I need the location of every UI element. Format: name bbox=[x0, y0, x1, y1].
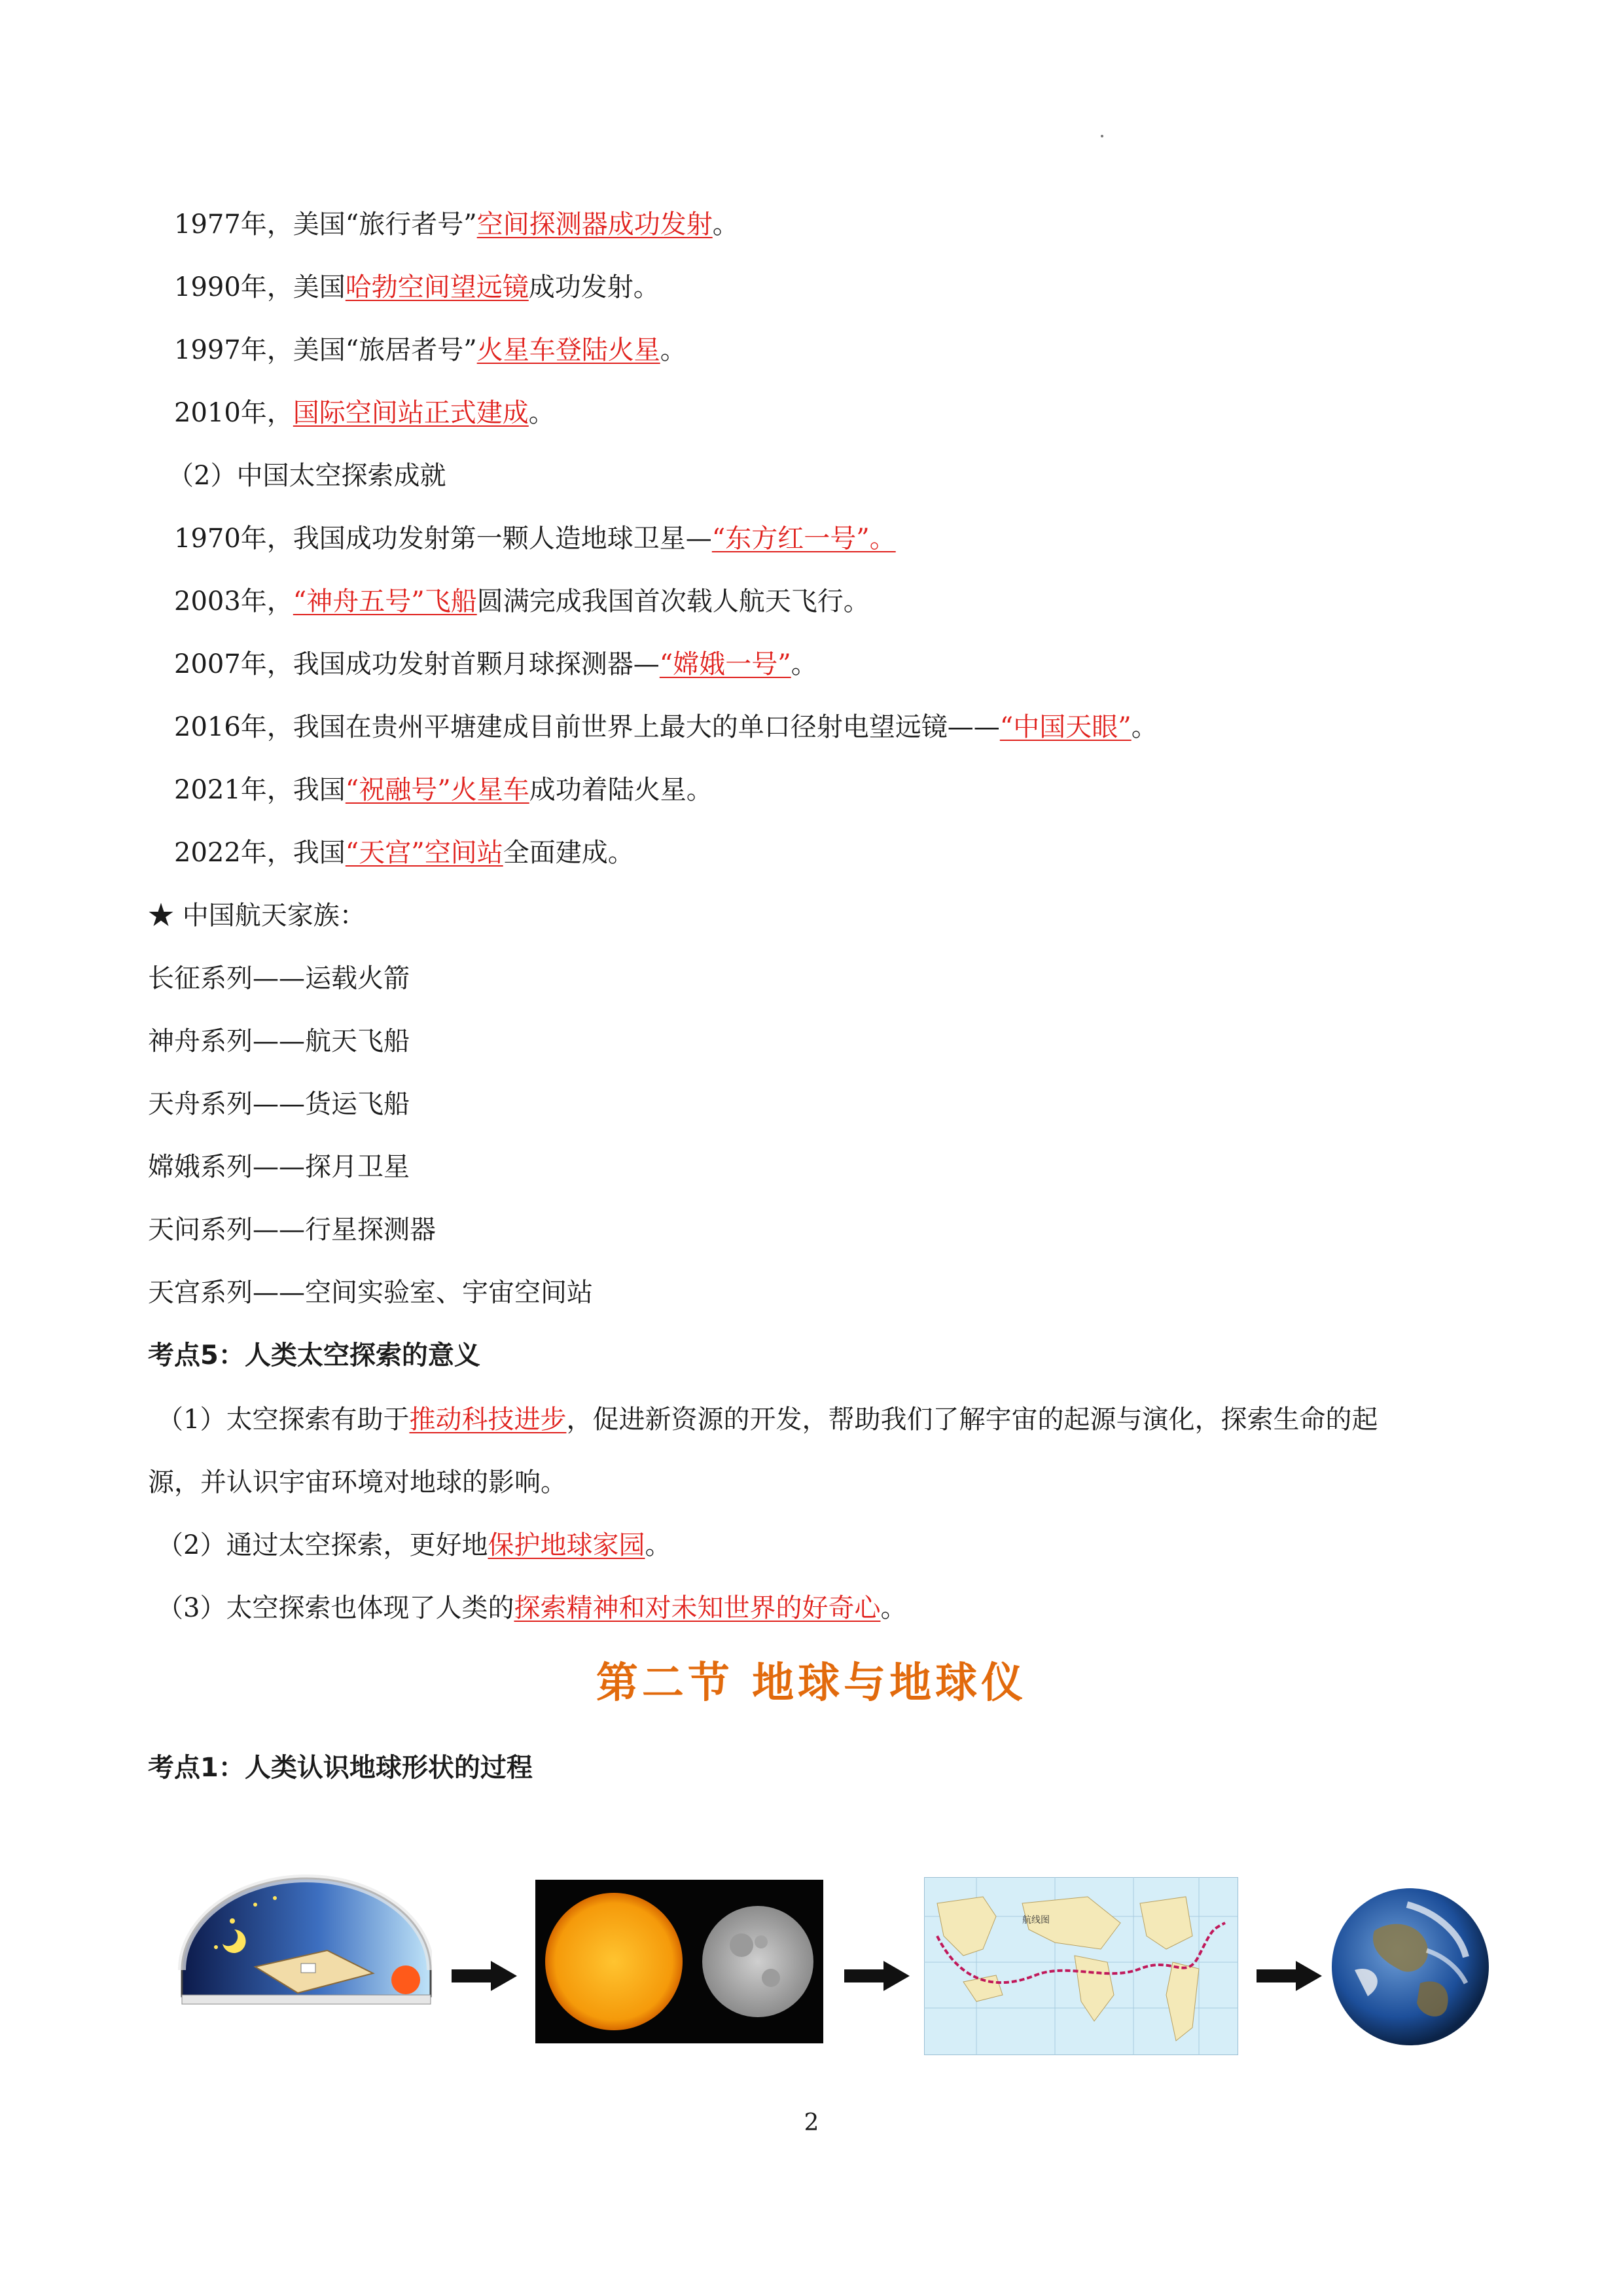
line-text: 2003年， bbox=[174, 586, 293, 617]
line-text: 2016年，我国在贵州平塘建成目前世界上最大的单口径射电望远镜—— bbox=[174, 712, 1000, 742]
china-2022 bbox=[174, 836, 634, 869]
line-text: 1990年，美国 bbox=[174, 272, 346, 302]
arrow-right-icon bbox=[844, 1961, 910, 1991]
family-heading: ★ 中国航天家族： bbox=[148, 901, 366, 931]
corner-dot bbox=[1101, 135, 1103, 137]
sun-moon-image bbox=[535, 1880, 823, 2043]
line-text: 1970年，我国成功发射第一颗人造地球卫星— bbox=[174, 524, 712, 554]
achievement-1977 bbox=[174, 208, 739, 241]
line-text: 。 bbox=[712, 209, 739, 240]
highlight-text: “神舟五号”飞船 bbox=[293, 586, 477, 617]
china-2007 bbox=[174, 648, 817, 681]
map-label: 航线图 bbox=[1022, 1915, 1050, 1926]
family-item: 长征系列——运载火箭 bbox=[148, 963, 410, 994]
voyage-map-image bbox=[924, 1877, 1238, 2055]
achievement-1990 bbox=[174, 271, 660, 304]
line-text: 全面建成。 bbox=[503, 838, 634, 868]
line-text: （1）太空探索有助于 bbox=[157, 1405, 410, 1435]
family-item: 嫦娥系列——探月卫星 bbox=[148, 1152, 410, 1182]
earth-globe-image bbox=[1329, 1885, 1492, 2049]
line-text: （3）太空探索也体现了人类的 bbox=[157, 1593, 514, 1623]
highlight-text: “中国天眼” bbox=[999, 712, 1132, 742]
highlight-text: “东方红一号”。 bbox=[711, 524, 896, 554]
arrow-right-icon bbox=[452, 1961, 517, 1991]
family-item: 天问系列——行星探测器 bbox=[148, 1215, 436, 1245]
line-text: 。 bbox=[528, 398, 555, 428]
china-2016 bbox=[174, 711, 1158, 744]
line-text: 成功着陆火星。 bbox=[529, 775, 713, 805]
kaodian-1-heading: 考点1：人类认识地球形状的过程 bbox=[148, 1753, 533, 1783]
dome-sky-image bbox=[177, 1872, 432, 2022]
line-text: 圆满完成我国首次载人航天飞行。 bbox=[476, 586, 870, 617]
line-text: 2007年，我国成功发射首颗月球探测器— bbox=[174, 649, 660, 679]
highlight-text: “天宫”空间站 bbox=[345, 838, 503, 868]
china-2003 bbox=[174, 585, 870, 618]
highlight-text: 推动科技进步 bbox=[409, 1405, 567, 1435]
meaning-1 bbox=[157, 1403, 1378, 1436]
page-number: 2 bbox=[804, 2109, 819, 2136]
line-text: 1977年，美国“旅行者号” bbox=[174, 209, 477, 240]
achievement-1997 bbox=[174, 334, 687, 367]
line-text: 。 bbox=[660, 335, 687, 365]
section-title: 第二节 地球与地球仪 bbox=[596, 1659, 1027, 1708]
china-1970 bbox=[174, 522, 896, 555]
line-text: 2010年， bbox=[174, 398, 293, 428]
family-item: 天舟系列——货运飞船 bbox=[148, 1089, 410, 1119]
highlight-text: 哈勃空间望远镜 bbox=[345, 272, 529, 302]
highlight-text: 探索精神和对未知世界的好奇心 bbox=[514, 1593, 881, 1623]
kaodian-5-heading: 考点5：人类太空探索的意义 bbox=[148, 1340, 480, 1371]
highlight-text: 空间探测器成功发射 bbox=[476, 209, 713, 240]
line-text: 。 bbox=[645, 1530, 671, 1560]
line-text: 。 bbox=[791, 649, 817, 679]
china-2021 bbox=[174, 774, 713, 806]
highlight-text: 保护地球家园 bbox=[488, 1530, 645, 1560]
line-text: ，促进新资源的开发，帮助我们了解宇宙的起源与演化，探索生命的起 bbox=[566, 1405, 1378, 1435]
highlight-text: “祝融号”火星车 bbox=[345, 775, 529, 805]
highlight-text: 火星车登陆火星 bbox=[476, 335, 660, 365]
line-text: 1997年，美国“旅居者号” bbox=[174, 335, 477, 365]
line-text: 。 bbox=[1131, 712, 1158, 742]
line-text: 2022年，我国 bbox=[174, 838, 346, 868]
highlight-text: “嫦娥一号” bbox=[659, 649, 791, 679]
line-text: 2021年，我国 bbox=[174, 775, 346, 805]
line-text: 成功发射。 bbox=[528, 272, 660, 302]
meaning-3 bbox=[157, 1592, 906, 1624]
arrow-right-icon bbox=[1257, 1961, 1322, 1991]
meaning-1-cont: 源，并认识宇宙环境对地球的影响。 bbox=[148, 1467, 567, 1498]
line-text: 。 bbox=[880, 1593, 907, 1623]
meaning-2 bbox=[157, 1529, 671, 1562]
line-text: （2）通过太空探索，更好地 bbox=[157, 1530, 488, 1560]
achievement-2010 bbox=[174, 397, 555, 429]
family-item: 神舟系列——航天飞船 bbox=[148, 1026, 410, 1056]
china-heading: （2）中国太空探索成就 bbox=[168, 461, 446, 491]
family-item: 天宫系列——空间实验室、宇宙空间站 bbox=[148, 1278, 593, 1308]
highlight-text: 国际空间站正式建成 bbox=[293, 398, 529, 428]
